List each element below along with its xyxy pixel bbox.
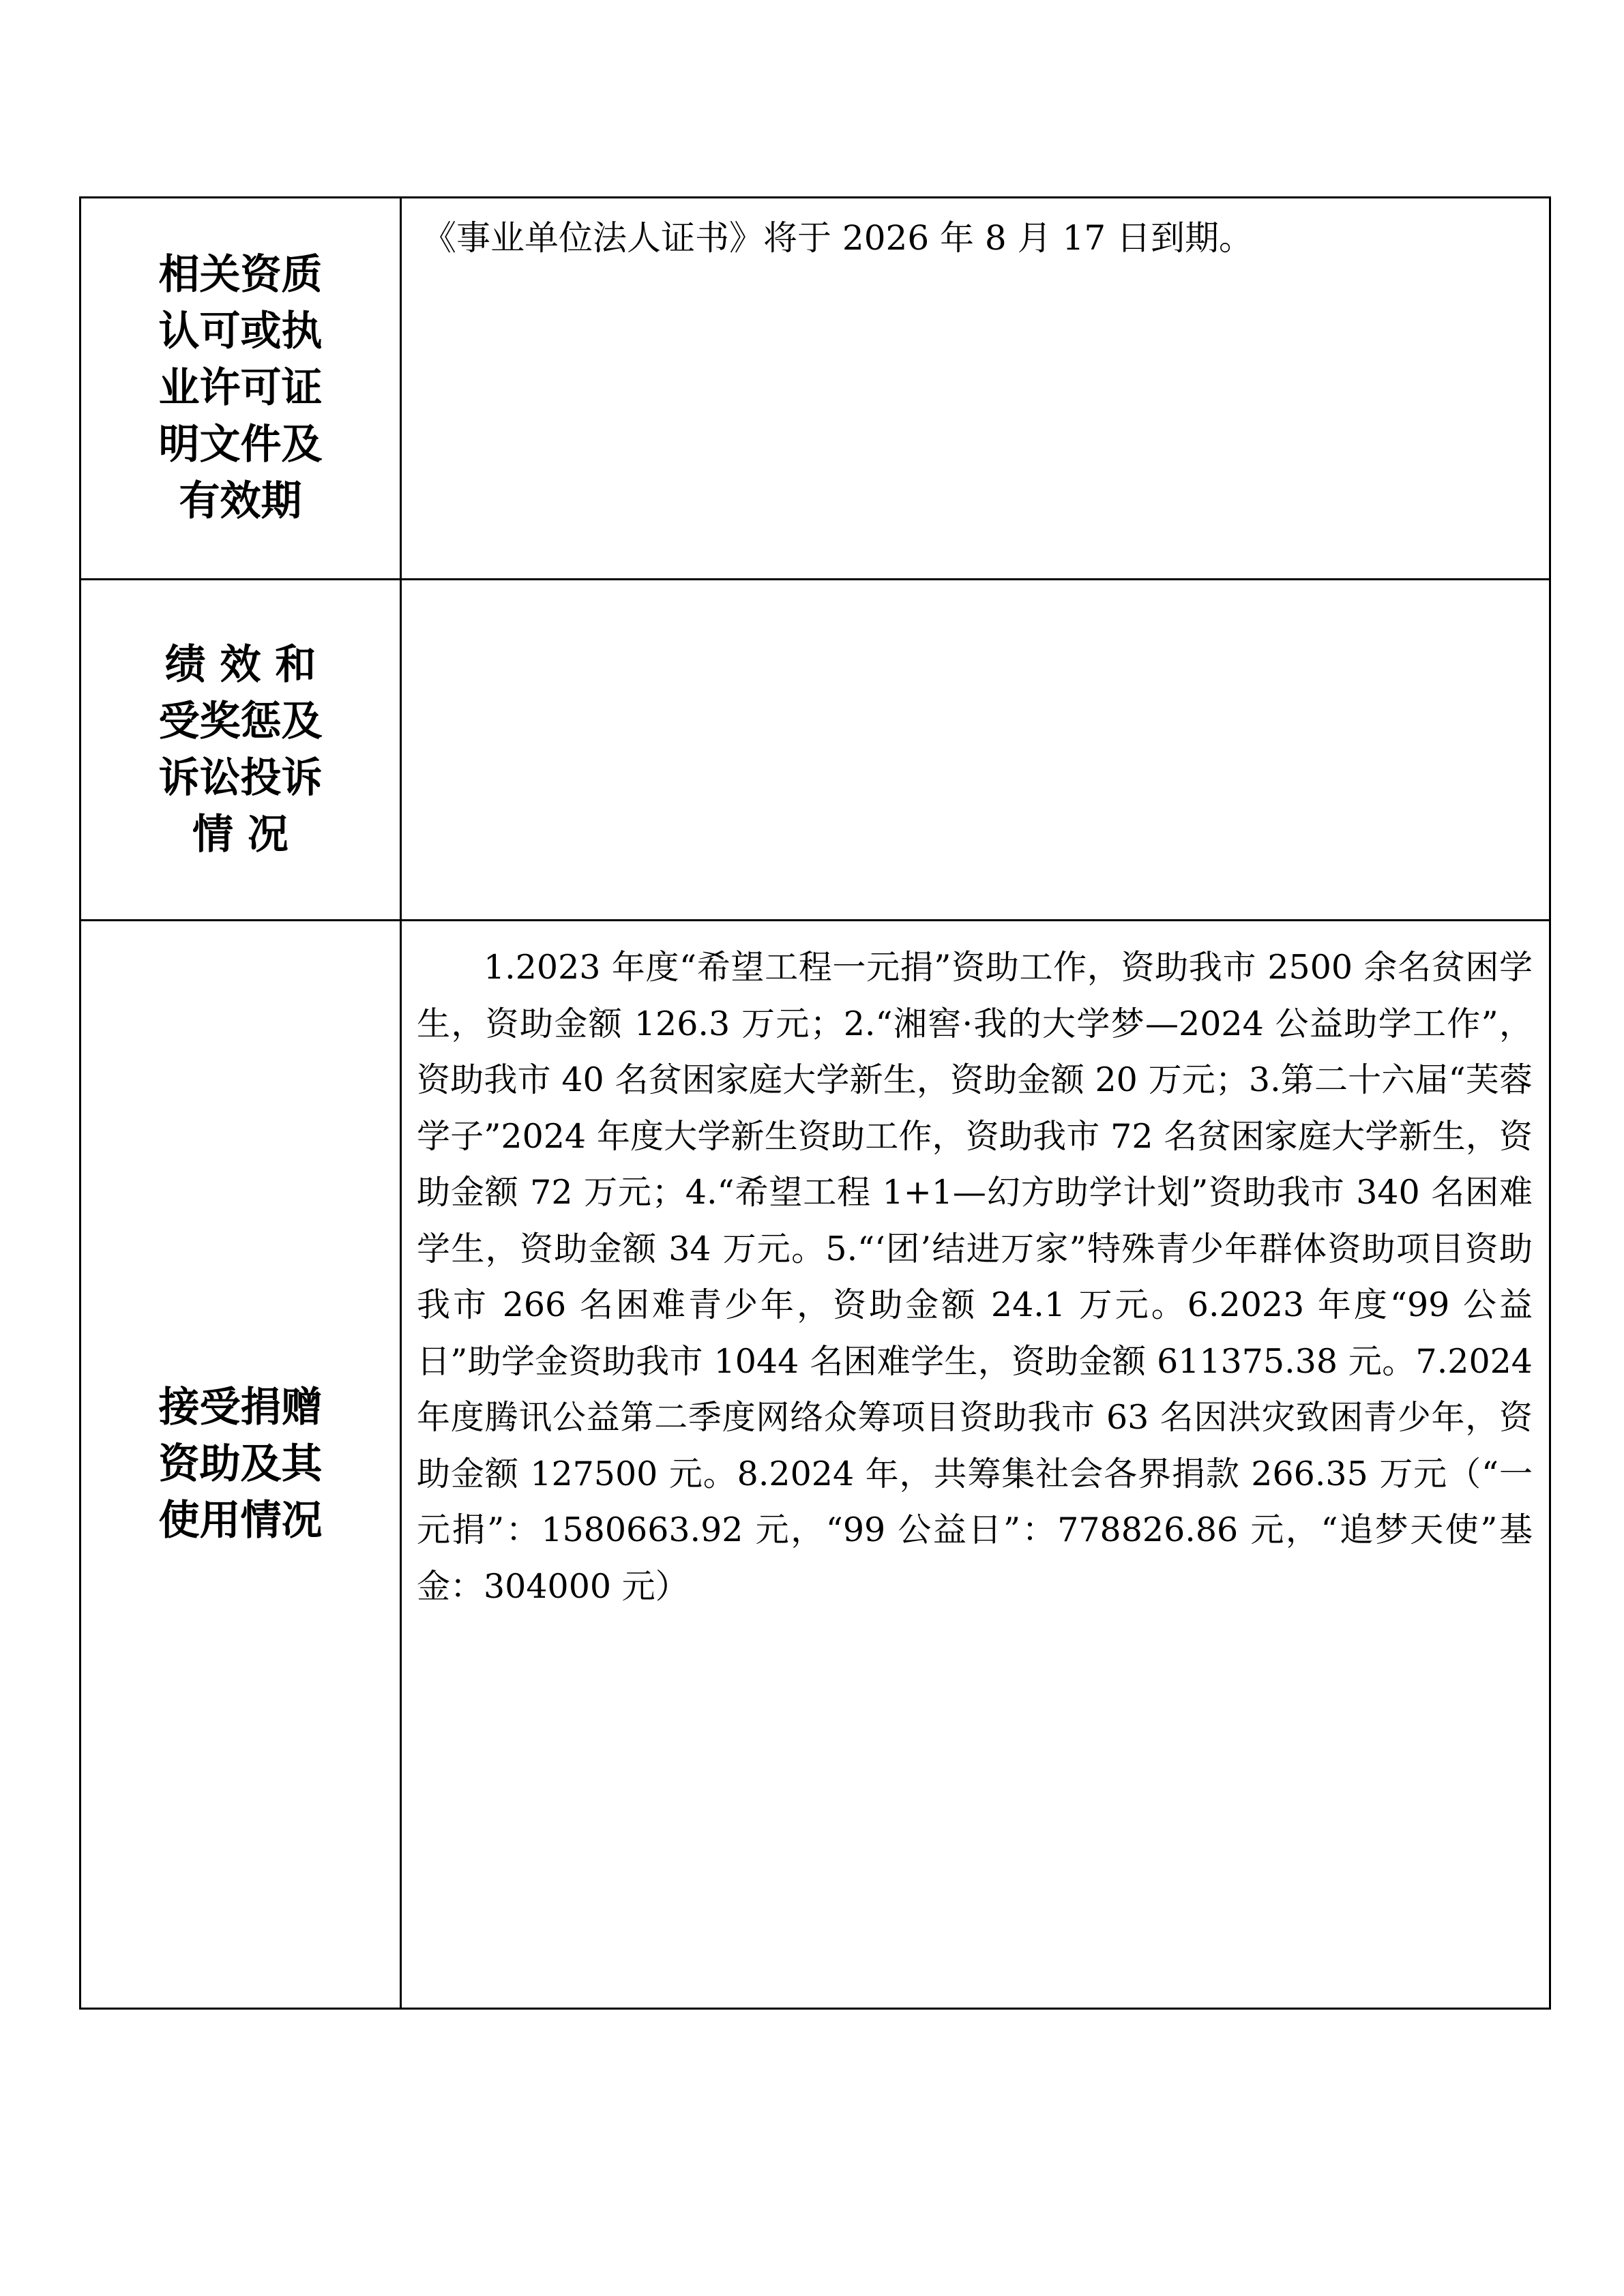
row-label: 绩 效 和受奖惩及诉讼投诉情 况 (158, 640, 323, 859)
row-label: 接受捐赠资助及其使用情况 (158, 1384, 323, 1545)
table-row-donations (80, 921, 1550, 2009)
row-label: 相关资质认可或执业许可证明文件及有效期 (158, 251, 323, 525)
content-cell-donations (401, 921, 1550, 2009)
content-cell-qualification (401, 198, 1550, 580)
row-content: 1.2023 年度“希望工程一元捐”资助工作，资助我市 2500 余名贫困学生，资助金额 126.3 万元；2.“湘窖·我的大学梦—2024 公益助学工作”，资助我市 40 名贫困家庭大学新生，资助金额 20 万元；3.第二十六届“芙蓉学子”2024 年度大学新生资助工作，资助我市 72 名贫困家庭大学新生，资助金额 72 万元；4.“希望工程 1+1—幻方助学计划”资助我市 340 名困难学生，资助金额 34 万元。5.“‘团’结进万家”特殊青少年群体资助项目资助我市 266 名困难青少年，资助金额 24.1 万元。6.2023 年度“99 公益日”助学金资助我市 1044 名困难学生，资助金额 611375.38 元。7.2024 年度腾讯公益第二季度网络众筹项目资助我市 63 名因洪灾致困青少年，资助金额 127500 元。8.2024 年，共筹集社会各界捐款 266.35 万元（“一元捐”：1580663.92 元，“99 公益日”：778826.86 元，“追梦天使”基金：304000 元） (417, 948, 1533, 1606)
label-cell-donations (80, 921, 401, 2009)
content-cell-performance (401, 580, 1550, 921)
label-cell-qualification (80, 198, 401, 580)
table-row-performance (80, 580, 1550, 921)
table-row-qualification (80, 198, 1550, 580)
label-cell-performance (80, 580, 401, 921)
row-content: 《事业单位法人证书》将于 2026 年 8 月 17 日到期。 (422, 218, 1254, 258)
row-content (402, 580, 1549, 598)
info-table (79, 196, 1551, 2010)
